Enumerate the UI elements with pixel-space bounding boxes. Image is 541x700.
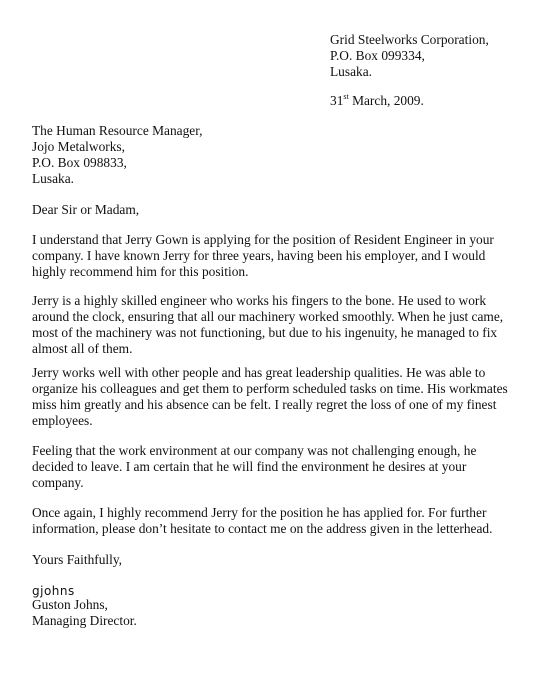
recipient-po-box: P.O. Box 098833, — [32, 155, 127, 170]
signer-block — [32, 597, 137, 629]
recipient-city: Lusaka. — [32, 171, 75, 186]
date-suffix: st — [343, 91, 349, 101]
sender-po-box: P.O. Box 099334, — [330, 48, 425, 63]
salutation: Dear Sir or Madam, — [32, 202, 140, 217]
recipient-address — [32, 123, 203, 187]
body-paragraph-5: Once again, I highly recommend Jerry for the position he has applied for. For further information, please don’t hesitate to contact me on the address given in the letterhead. — [32, 505, 493, 536]
signature: gjohns — [32, 584, 75, 598]
signer-position: Managing Director. — [32, 613, 137, 628]
letter-date — [330, 93, 424, 109]
date-day: 31 — [330, 93, 344, 108]
body-paragraph-3: Jerry works well with other people and has great leadership qualities. He was able to organize his colleagues and get them to perform scheduled tasks on time. His workmates miss him greatly and his absence can be felt. I really regret the loss of one of my finest employees. — [32, 365, 508, 428]
body-paragraph-2: Jerry is a highly skilled engineer who works his fingers to the bone. He used to work around the clock, ensuring that all our machinery worked smoothly. When he just came, most of the machinery was not functioning, but due to his ingenuity, he managed to fix almost all of them. — [32, 293, 504, 356]
date-rest: March, 2009. — [348, 93, 424, 108]
closing: Yours Faithfully, — [32, 552, 123, 567]
sender-company: Grid Steelworks Corporation, — [330, 32, 489, 47]
signer-name: Guston Johns, — [32, 597, 108, 612]
body-paragraph-1: I understand that Jerry Gown is applying for the position of Resident Engineer in your company. I have known Jerry for three years, having been his employer, and I would highly recommend him for this position. — [32, 232, 494, 279]
body-paragraph-4: Feeling that the work environment at our company was not challenging enough, he decided to leave. I am certain that he will find the environment he desires at your company. — [32, 443, 477, 490]
sender-city: Lusaka. — [330, 64, 373, 79]
recipient-title: The Human Resource Manager, — [32, 123, 203, 138]
sender-address — [330, 32, 530, 80]
recipient-company: Jojo Metalworks, — [32, 139, 125, 154]
